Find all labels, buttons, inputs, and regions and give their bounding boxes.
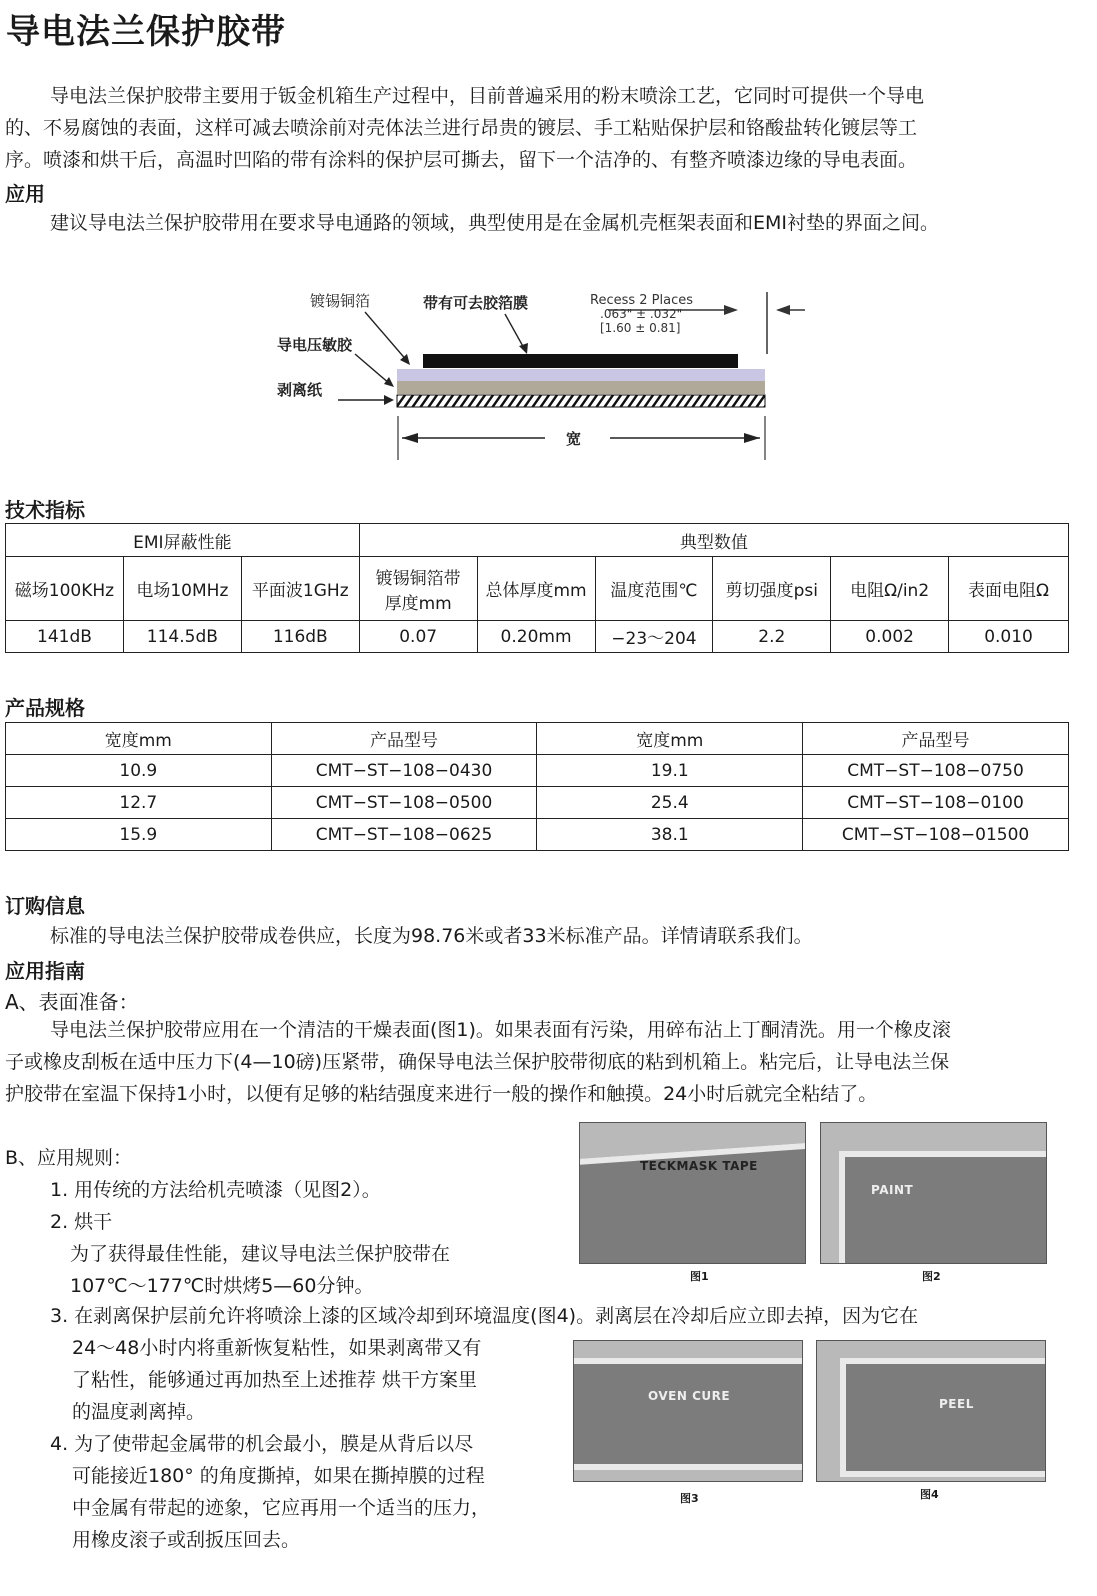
spec-group-typical: 典型数值	[359, 524, 1068, 557]
order-text: 标准的导电法兰保护胶带成卷供应，长度为98.76米或者33米标准产品。详情请联系我们。	[50, 925, 813, 947]
spec-heading: 技术指标	[5, 498, 85, 522]
recess-line-3: [1.60 ± 0.81]	[600, 321, 681, 335]
tin-copper-layer	[397, 369, 765, 381]
section-b-heading: B、应用规则：	[5, 1147, 133, 1169]
recess-line-2: .063" ± .032"	[600, 307, 683, 321]
rule-4c: 用橡皮滚子或刮扳压回去。	[72, 1529, 301, 1551]
application-text: 建议导电法兰保护胶带用在要求导电通路的领域，典型使用是在金属机壳框架表面和EMI衬垫的界面之间。	[50, 212, 940, 234]
width-label: 宽	[566, 430, 582, 448]
rule-4a: 可能接近180° 的角度撕掉，如果在撕掉膜的过程	[72, 1465, 485, 1487]
order-heading: 订购信息	[5, 894, 85, 918]
table-row	[6, 755, 1069, 787]
figure-2	[820, 1122, 1047, 1264]
spec-header: 温度范围℃	[595, 557, 713, 621]
figure-3-caption: 图3	[680, 1492, 699, 1505]
figure-1-caption: 图1	[690, 1270, 709, 1283]
product-cell: CMT−ST−108−0100	[803, 787, 1069, 819]
application-heading: 应用	[5, 182, 45, 206]
spec-table	[5, 523, 1069, 653]
figure-3-label: OVEN CURE	[648, 1389, 731, 1403]
figure-4	[816, 1340, 1046, 1482]
removable-film-layer	[423, 354, 738, 368]
rule-3: 3. 在剥离保护层前允许将喷涂上漆的区域冷却到环境温度(图4)。剥离层在冷却后应立即去掉，因为它在	[50, 1305, 919, 1327]
rule-3c: 的温度剥离掉。	[72, 1401, 206, 1423]
product-heading: 产品规格	[5, 696, 85, 720]
tape-structure-diagram	[260, 280, 820, 470]
product-header: 宽度mm	[537, 723, 803, 755]
figure-2-label: PAINT	[871, 1183, 914, 1197]
rule-2: 2. 烘干	[50, 1211, 113, 1233]
section-a-heading: A、表面准备：	[5, 990, 139, 1014]
figure-1-label: TECKMASK TAPE	[640, 1159, 758, 1173]
spec-value: 0.002	[831, 621, 949, 653]
product-cell: 15.9	[6, 819, 272, 851]
spec-header: 镀锡铜箔带 厚度mm	[359, 557, 477, 621]
spec-value: 116dB	[241, 621, 359, 653]
page-title: 导电法兰保护胶带	[6, 12, 286, 52]
product-cell: CMT−ST−108−0500	[271, 787, 537, 819]
label-tin-copper: 镀锡铜箔	[310, 292, 371, 310]
product-cell: 10.9	[6, 755, 272, 787]
product-cell: CMT−ST−108−0430	[271, 755, 537, 787]
recess-line-1: Recess 2 Places	[590, 293, 694, 308]
spec-header: 表面电阻Ω	[949, 557, 1069, 621]
label-release-paper: 剥离纸	[277, 381, 323, 399]
table-row	[6, 787, 1069, 819]
product-header: 宽度mm	[6, 723, 272, 755]
product-cell: 38.1	[537, 819, 803, 851]
rule-4b: 中金属有带起的迹象，它应再用一个适当的压力，	[72, 1497, 491, 1519]
intro-line-3: 序。喷漆和烘干后，高温时凹陷的带有涂料的保护层可撕去，留下一个洁净的、有整齐喷漆边缘的导电表面。	[5, 149, 918, 171]
table-row	[6, 819, 1069, 851]
product-header: 产品型号	[271, 723, 537, 755]
label-adhesive: 导电压敏胶	[277, 336, 353, 354]
adhesive-layer	[397, 381, 765, 394]
figure-4-label: PEEL	[939, 1397, 974, 1411]
label-removable-film: 带有可去胶箔膜	[423, 294, 529, 312]
product-cell: CMT−ST−108−0625	[271, 819, 537, 851]
product-cell: 12.7	[6, 787, 272, 819]
product-table	[5, 722, 1069, 851]
section-a-line-1: 导电法兰保护胶带应用在一个清洁的干燥表面(图1)。如果表面有污染，用碎布沾上丁酮清洗。用一个橡皮滚	[50, 1019, 951, 1041]
rule-2b: 107℃～177℃时烘烤5—60分钟。	[70, 1275, 374, 1297]
spec-value: 0.010	[949, 621, 1069, 653]
figure-4-caption: 图4	[920, 1488, 939, 1501]
spec-header: 磁场100KHz	[6, 557, 124, 621]
figure-2-caption: 图2	[922, 1270, 941, 1283]
product-cell: 25.4	[537, 787, 803, 819]
intro-line-2: 的、不易腐蚀的表面，这样可减去喷涂前对壳体法兰进行昂贵的镀层、手工粘贴保护层和铬酸盐转化镀层等工	[5, 117, 918, 139]
guide-heading: 应用指南	[5, 959, 85, 983]
product-cell: CMT−ST−108−0750	[803, 755, 1069, 787]
product-header: 产品型号	[803, 723, 1069, 755]
spec-header: 剪切强度psi	[713, 557, 831, 621]
section-a-line-2: 子或橡皮刮板在适中压力下(4—10磅)压紧带，确保导电法兰保护胶带彻底的粘到机箱上。粘完后，让导电法兰保	[5, 1051, 950, 1073]
spec-value: 141dB	[6, 621, 124, 653]
rule-2a: 为了获得最佳性能，建议导电法兰保护胶带在	[70, 1243, 451, 1265]
section-a-line-3: 护胶带在室温下保持1小时，以便有足够的粘结强度来进行一般的操作和触摸。24小时后就完全粘结了。	[5, 1083, 878, 1105]
spec-value: −23～204	[595, 621, 713, 653]
spec-group-emi: EMI屏蔽性能	[6, 524, 360, 557]
rule-3a: 24～48小时内将重新恢复粘性，如果剥离带又有	[72, 1337, 482, 1359]
spec-value: 114.5dB	[123, 621, 241, 653]
spec-value: 0.20mm	[477, 621, 595, 653]
rule-1: 1. 用传统的方法给机壳喷漆（见图2）。	[50, 1179, 381, 1201]
spec-header: 电阻Ω/in2	[831, 557, 949, 621]
spec-header: 平面波1GHz	[241, 557, 359, 621]
product-cell: CMT−ST−108−01500	[803, 819, 1069, 851]
spec-header: 总体厚度mm	[477, 557, 595, 621]
product-cell: 19.1	[537, 755, 803, 787]
release-paper-layer	[397, 395, 765, 407]
spec-value: 0.07	[359, 621, 477, 653]
figure-3	[573, 1340, 803, 1482]
rule-3b: 了粘性，能够通过再加热至上述推荐 烘干方案里	[72, 1369, 478, 1391]
spec-header: 电场10MHz	[123, 557, 241, 621]
rule-4: 4. 为了使带起金属带的机会最小，膜是从背后以尽	[50, 1433, 474, 1455]
intro-line-1: 导电法兰保护胶带主要用于钣金机箱生产过程中，目前普遍采用的粉末喷涂工艺，它同时可提供一个导电	[50, 85, 925, 107]
figure-1	[579, 1122, 806, 1264]
spec-value: 2.2	[713, 621, 831, 653]
